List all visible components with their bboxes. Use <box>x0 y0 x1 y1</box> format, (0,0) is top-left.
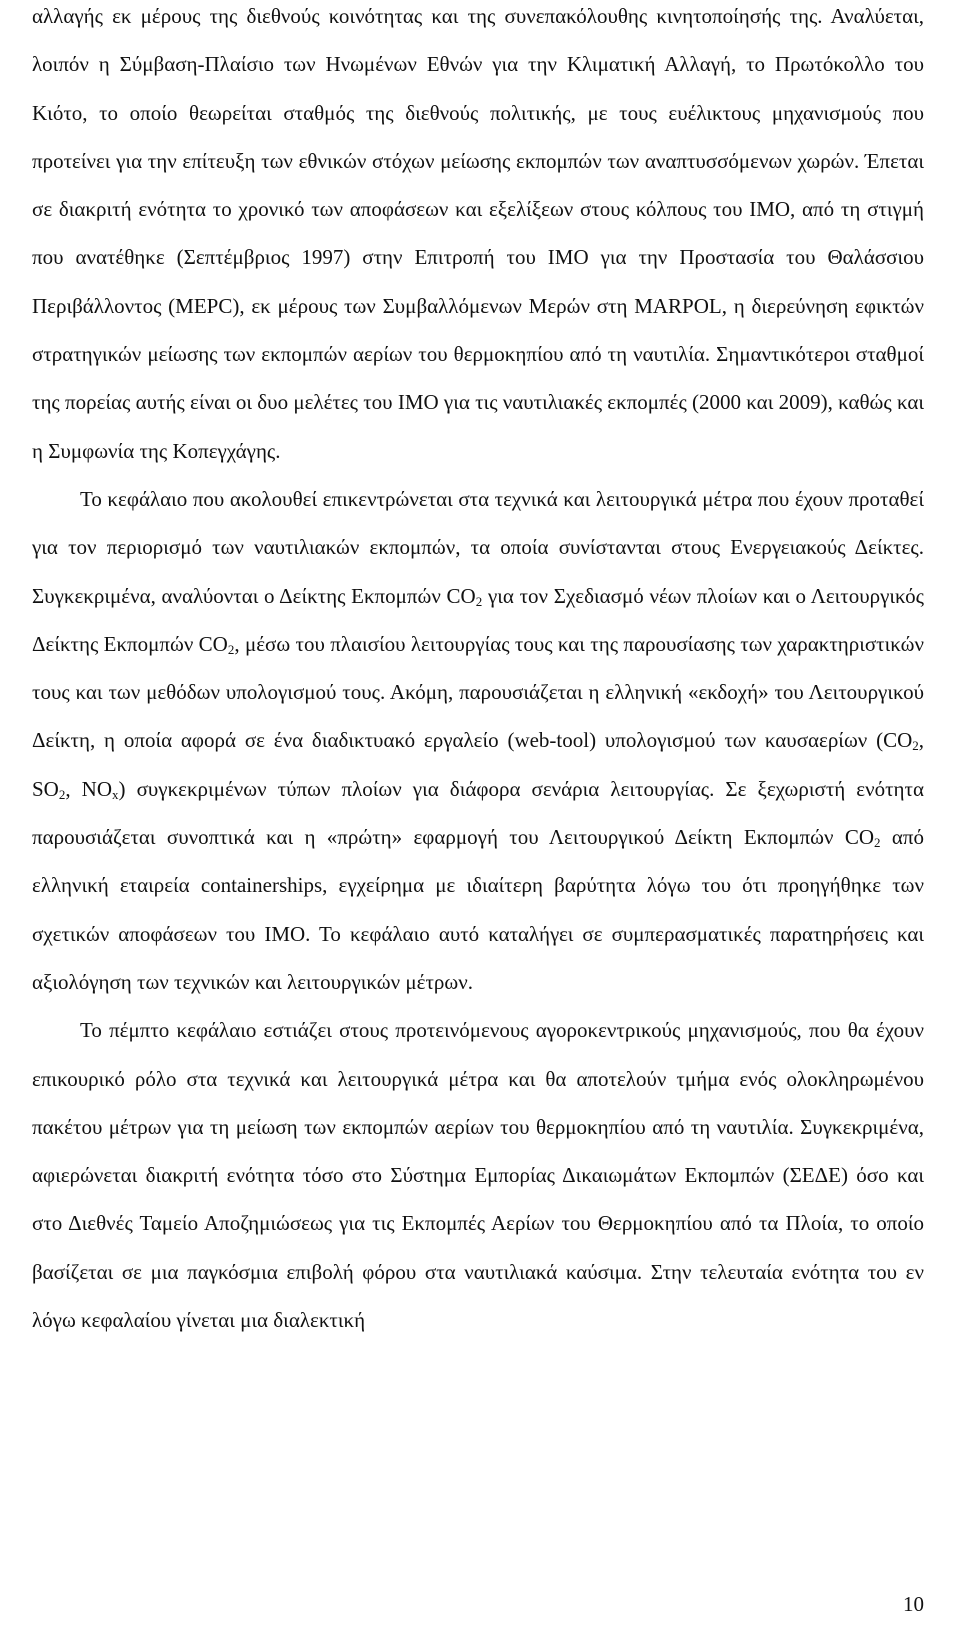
text-segment: αυτό καταλήγει σε συμπερασματικές παρατηρήσεις και αξιολόγηση των τεχνικών και <box>32 921 925 994</box>
text-segment: τύπων πλοίων για διάφορα σενάρια λειτουργίας. Σε ξεχωριστή ενότητα <box>277 776 924 801</box>
text-line <box>287 970 473 994</box>
text-segment: για τον Σχεδιασμό νέων πλοίων και ο Λειτουργικός Δείκτης <box>32 583 924 656</box>
text-segment: και η Συμφωνία της Κοπεγχάγης. <box>32 390 925 463</box>
text-segment: θα αποτελούν τμήμα ενός ολοκληρωμένου πακέτου μέτρων για τη μείωση των <box>32 1066 925 1139</box>
text-line <box>32 825 732 849</box>
subscript: 2 <box>227 641 235 657</box>
document-page <box>32 0 924 1344</box>
page-number: 10 <box>903 1592 924 1616</box>
paragraph <box>32 475 924 1006</box>
text-segment: εργαλείο (web-tool) υπολογισμού των καυσαερίων (CO <box>423 728 913 753</box>
text-segment: της. Αναλύεται, λοιπόν η Σύμβαση-Πλαίσιο των Ηνωμένων Εθνών για την Κλιματική <box>32 4 925 77</box>
text-line <box>138 197 860 221</box>
text-segment: Εκπομπών CO <box>103 631 228 656</box>
text-segment: Αλλαγή, το Πρωτόκολλο του Κιότο, το οποίο θεωρείται σταθμός της διεθνούς <box>32 52 925 125</box>
text-segment: από ελληνική εταιρεία containerships, εγχείρημα με ιδιαίτερη <box>32 825 924 898</box>
text-line <box>80 487 697 511</box>
text-segment: , SO <box>32 728 925 801</box>
text-segment: και στο Διεθνές Ταμείο Αποζημιώσεως για τις Εκπομπές Αερίων του Θερμοκηπίου <box>32 1163 925 1236</box>
text-segment: ενότητα το χρονικό των αποφάσεων και εξελίξεων στους κόλπους του ΙΜΟ, από τη <box>138 197 861 222</box>
text-segment: Προστασία του Θαλάσσιου Περιβάλλοντος (ΜΕPC), εκ μέρους των Συμβαλλόμενων <box>32 245 925 318</box>
body-text <box>32 0 924 1344</box>
text-segment: μηχανισμούς, που θα έχουν επικουρικό ρόλο στα τεχνικά και λειτουργικά μέτρα και <box>32 1018 925 1091</box>
text-segment: Εκπομπών CO <box>743 825 875 850</box>
text-segment: Το κεφάλαιο που ακολουθεί επικεντρώνεται στα τεχνικά και λειτουργικά <box>80 486 697 511</box>
text-segment: Το πέμπτο κεφάλαιο εστιάζει στους προτεινόμενους αγοροκεντρικούς <box>80 1018 681 1043</box>
text-segment: ελληνική «εκδοχή» του Λειτουργικού Δείκτη, η οποία αφορά σε ένα διαδικτυακό <box>32 680 924 753</box>
text-segment: εκπομπών αερίων του θερμοκηπίου από τη ναυτιλία. Συγκεκριμένα, αφιερώνεται <box>32 1114 924 1188</box>
text-segment: Μερών στη MARPOL, η διερεύνηση εφικτών στρατηγικών μείωσης των εκπομπών <box>32 293 924 367</box>
text-segment: διακριτή ενότητα τόσο στο Σύστημα Εμπορίας Δικαιωμάτων Εκπομπών (ΣΕΔΕ) όσο <box>145 1163 889 1188</box>
text-segment: πολιτικής, με τους ευέλικτους μηχανισμούς που προτείνει για την επίτευξη των <box>32 100 924 173</box>
text-segment: βαρύτητα λόγω του ότι προηγήθηκε των σχετικών αποφάσεων του ΙΜΟ. Το κεφάλαιο <box>32 873 924 946</box>
subscript: 2 <box>475 593 483 609</box>
text-segment: είναι οι δυο μελέτες του ΙΜΟ για τις ναυτιλιακές εκπομπές (2000 και 2009), καθώς <box>190 390 892 415</box>
text-segment: ) συγκεκριμένων <box>118 776 267 801</box>
subscript: x <box>112 786 119 802</box>
subscript: 2 <box>912 738 919 754</box>
text-segment: συνίστανται στους Ενεργειακούς Δείκτες. Συγκεκριμένα, αναλύονται ο Δείκτης <box>32 535 925 608</box>
subscript: 2 <box>874 835 881 851</box>
text-line <box>104 632 772 656</box>
text-segment: λειτουργικών μέτρων. <box>287 969 473 994</box>
text-line <box>80 1018 680 1042</box>
text-segment: , NO <box>65 776 113 801</box>
paragraph <box>32 1006 924 1344</box>
text-segment: αερίων του θερμοκηπίου από τη ναυτιλία. Σημαντικότεροι σταθμοί της πορείας αυτής <box>32 342 924 415</box>
text-segment: παρουσιάζεται συνοπτικά και η «πρώτη» εφαρμογή του Λειτουργικού Δείκτη <box>32 825 733 850</box>
text-segment: από τα Πλοία, το οποίο βασίζεται σε μια παγκόσμια επιβολή φόρου στα ναυτιλιακά <box>32 1211 924 1284</box>
text-line <box>32 4 780 28</box>
text-line <box>190 390 892 414</box>
paragraph <box>32 0 924 475</box>
text-segment: καύσιμα. Στην τελευταία ενότητα του εν λόγω κεφαλαίου γίνεται μια διαλεκτική <box>32 1259 924 1333</box>
text-segment: εθνικών στόχων μείωσης εκπομπών των αναπτυσσόμενων χωρών. Έπεται σε διακριτή <box>32 148 925 222</box>
text-segment: μέτρα που έχουν προταθεί για τον περιορισμό των ναυτιλιακών εκπομπών, τα οποία <box>32 486 924 560</box>
text-segment: αλλαγής εκ μέρους της διεθνούς κοινότητας και της συνεπακόλουθης κινητοποίησής <box>32 4 781 28</box>
text-segment: , μέσω του πλαισίου λειτουργίας τους και της παρουσίασης των <box>234 631 773 656</box>
subscript: 2 <box>58 786 66 802</box>
text-line <box>278 777 924 801</box>
text-segment: στιγμή που ανατέθηκε (Σεπτέμβριος 1997) στην Επιτροπή του ΙΜΟ για την <box>32 197 924 270</box>
text-segment: Εκπομπών CO <box>351 583 476 608</box>
text-line <box>146 1163 889 1187</box>
text-segment: χαρακτηριστικών τους και των μεθόδων υπολογισμού τους. Ακόμη, παρουσιάζεται η <box>32 631 924 705</box>
